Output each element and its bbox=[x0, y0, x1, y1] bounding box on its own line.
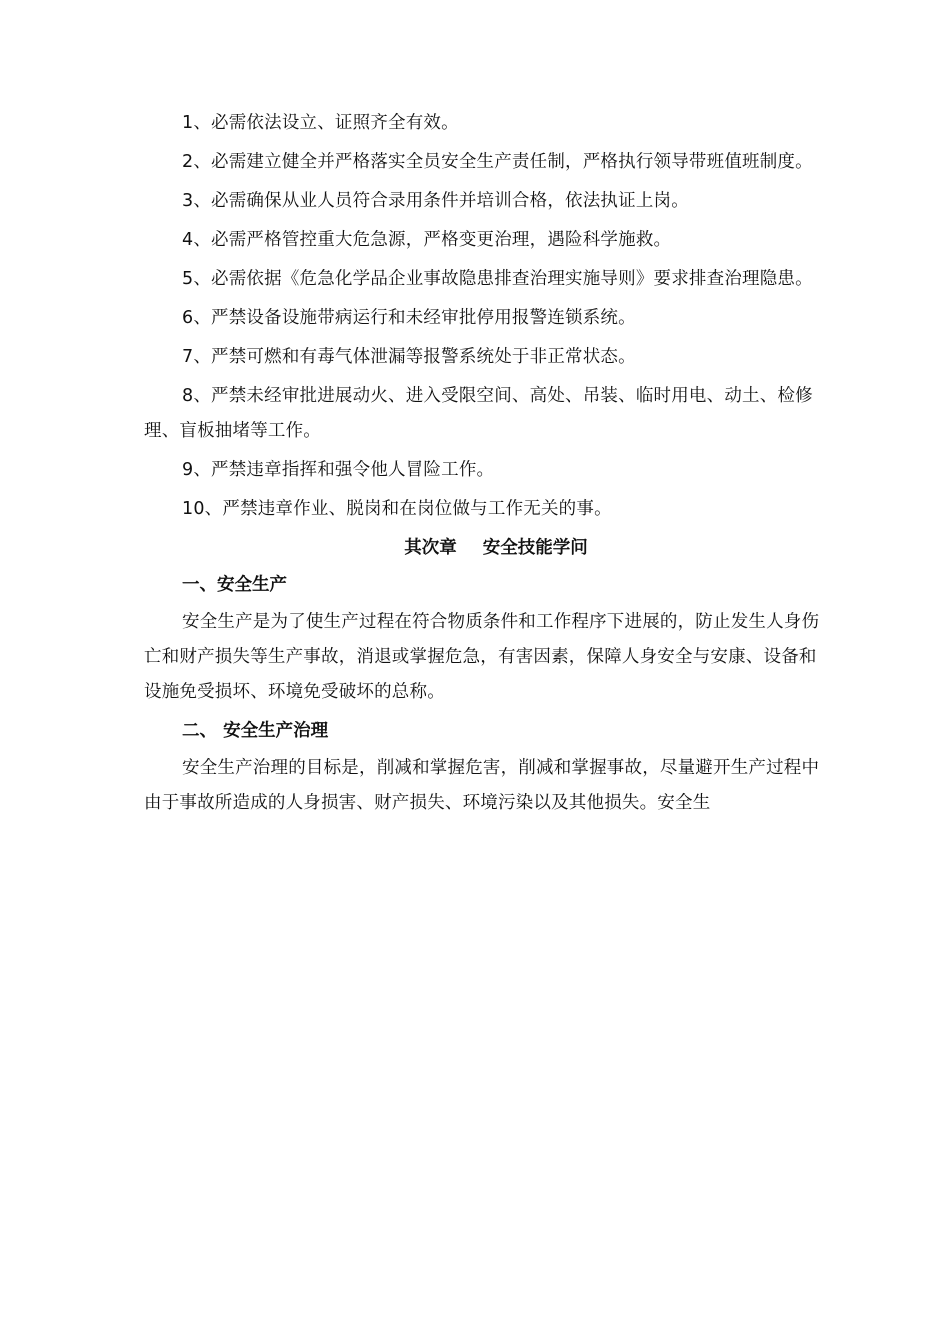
section-body: 安全生产治理的目标是，削减和掌握危害，削减和掌握事故，尽量避开生产过程中由于事故所造成的人身损害、财产损失、环境污染以及其他损失。安全生 bbox=[144, 758, 820, 813]
list-item: 9、严禁违章指挥和强令他人冒险工作。 bbox=[182, 460, 495, 480]
section-heading: 二、 安全生产治理 bbox=[182, 721, 329, 741]
chapter-name: 安全技能学问 bbox=[482, 538, 588, 558]
section-body: 安全生产是为了使生产过程在符合物质条件和工作程序下进展的，防止发生人身伤亡和财产损失等生产事故，消退或掌握危急，有害因素，保障人身安全与安康、设备和设施免受损坏、环境免受破坏的总称。 bbox=[144, 612, 820, 702]
list-item: 8、严禁未经审批进展动火、进入受限空间、高处、吊装、临时用电、动土、检修理、盲板抽堵等工作。 bbox=[144, 386, 813, 441]
list-item: 2、必需建立健全并严格落实全员安全生产责任制，严格执行领导带班值班制度。 bbox=[182, 152, 813, 172]
list-item: 7、严禁可燃和有毒气体泄漏等报警系统处于非正常状态。 bbox=[182, 347, 636, 367]
list-item: 10、严禁违章作业、脱岗和在岗位做与工作无关的事。 bbox=[182, 499, 612, 519]
chapter-title bbox=[144, 531, 820, 566]
chapter-number: 其次章 bbox=[404, 538, 457, 558]
list-item: 5、必需依据《危急化学品企业事故隐患排查治理实施导则》要求排查治理隐患。 bbox=[182, 269, 813, 289]
list-item: 3、必需确保从业人员符合录用条件并培训合格，依法执证上岗。 bbox=[182, 191, 689, 211]
section-heading: 一、安全生产 bbox=[182, 575, 287, 595]
list-item: 4、必需严格管控重大危急源，严格变更治理，遇险科学施救。 bbox=[182, 230, 672, 250]
list-item: 1、必需依法设立、证照齐全有效。 bbox=[182, 113, 459, 133]
document-page bbox=[144, 106, 820, 825]
list-item: 6、严禁设备设施带病运行和未经审批停用报警连锁系统。 bbox=[182, 308, 636, 328]
